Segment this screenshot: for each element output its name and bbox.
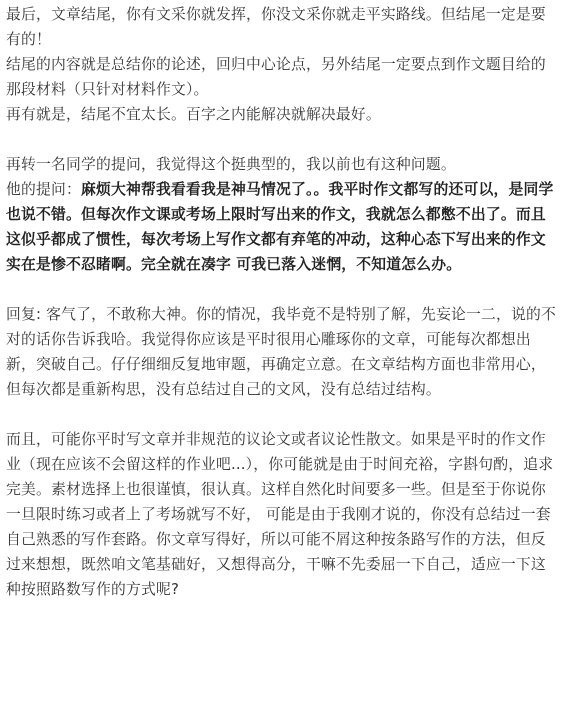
paragraph-intro-question: 再转一名同学的提问，我觉得这个挺典型的，我以前也有这种问题。	[6, 156, 456, 173]
paragraph-gap	[6, 127, 560, 152]
paragraph-student-question	[6, 177, 560, 277]
paragraph-reply: 回复: 客气了，不敢称大神。你的情况，我毕竟不是特别了解，先妄论一二，说的不对的话你告诉我哈。我觉得你应该是平时很用心雕琢你的文章，可能每次都想出新，突破自己。仔仔细细反复地审题，再确定立意。在文章结构方面也非常用心，但每次都是重新构思，没有总结过自己的文风，没有总结过结构。	[6, 306, 556, 398]
paragraph-closing: 而且，可能你平时写文章并非规范的议论文或者议论性散文。如果是平时的作文作业（现在应该不会留这样的作业吧...），你可能就是由于时间充裕，字斟句酌，追求完美。素材选择上也很谨慎，很认真。这样自然化时间要多一些。但是至于你说你一旦限时练习或者上了考场就写不好， 可能是由于我刚才说的，你没有总结过一套自己熟悉的写作套路。你文章写得好，所以可能不屑这种按条路写作的方法，但反过来想想，既然咱文笔基础好，又想得高分，干嘛不先委屈一下自己，适应一下这种按照路数写作的方式呢?	[6, 431, 554, 598]
question-prefix: 他的提问：	[6, 181, 81, 198]
paragraph-gap	[6, 402, 560, 427]
paragraph-ending-length: 再有就是，结尾不宜太长。百字之内能解决就解决最好。	[6, 106, 381, 123]
paragraph-ending-advice: 最后，文章结尾，你有文采你就发挥，你没文采你就走平实路线。但结尾一定是要有的！	[6, 6, 546, 48]
paragraph-ending-content: 结尾的内容就是总结你的论述，回归中心论点，另外结尾一定要点到作文题目给的那段材料（只针对材料作文）。	[6, 56, 546, 98]
paragraph-gap	[6, 277, 560, 302]
question-text: 麻烦大神帮我看看我是神马情况了。。我平时作文都写的还可以，是同学也说不错。但每次作文课或考场上限时写出来的作文，我就怎么都憋不出了。而且这似乎都成了惯性，每次考场上写作文都有弃笔的冲动，这种心态下写出来的作文实在是惨不忍睹啊。完全就在凑字 可我已落入迷惘，不知道怎么办。	[6, 181, 554, 273]
